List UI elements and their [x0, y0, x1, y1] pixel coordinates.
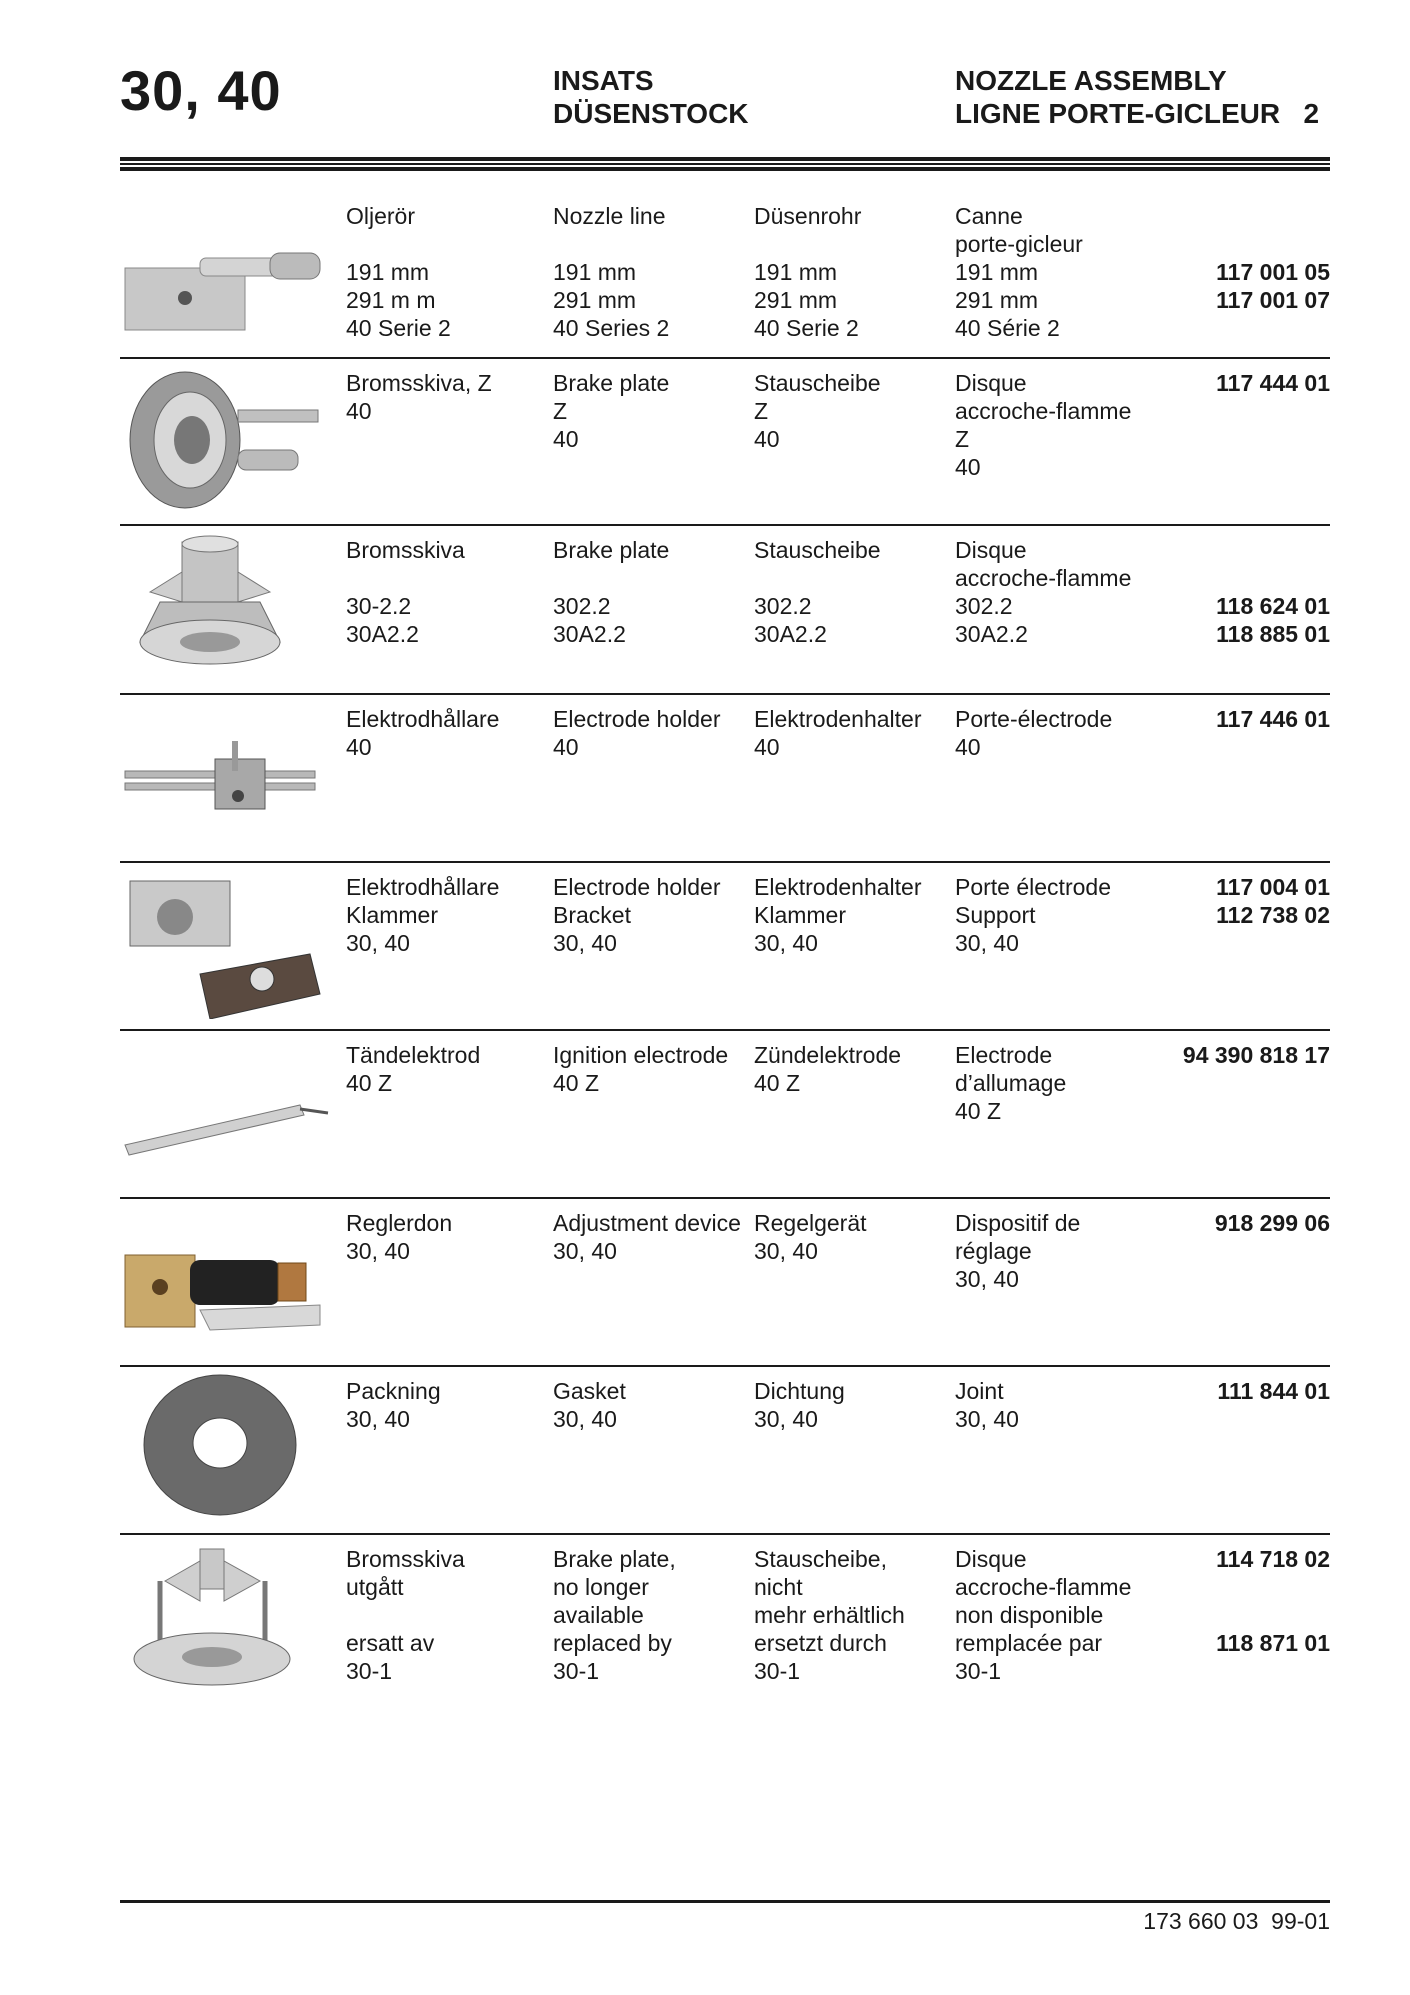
row-divider — [120, 1365, 1330, 1367]
part-row — [120, 1197, 1330, 1365]
part-row — [120, 190, 1330, 360]
electrode-holder-bracket-icon — [120, 869, 330, 1019]
part-number: 117 444 01 — [1216, 370, 1330, 396]
footer-rule — [120, 1900, 1330, 1903]
row-divider — [120, 1029, 1330, 1031]
title-block-en-fr — [955, 64, 1319, 130]
name-french: Dispositif de réglage 30, 40 — [955, 1210, 1081, 1292]
part-row — [120, 693, 1330, 861]
part-row — [120, 1029, 1330, 1197]
name-german: Düsenrohr 191 mm 291 mm 40 Serie 2 — [754, 203, 862, 341]
part-number: 918 299 06 — [1214, 1210, 1330, 1236]
name-german: Elektrodenhalter Klammer 30, 40 — [754, 874, 922, 956]
name-french: Disque accroche-flamme Z 40 — [955, 370, 1132, 480]
row-divider — [120, 861, 1330, 863]
part-number: 118 624 01 118 885 01 — [1216, 593, 1330, 647]
ignition-electrode-icon — [120, 1037, 330, 1187]
name-swedish: Bromsskiva 30-2.2 30A2.2 — [346, 537, 465, 647]
title-fr: LIGNE PORTE-GICLEUR 2 — [955, 98, 1320, 129]
name-english: Gasket 30, 40 — [553, 1378, 626, 1432]
name-swedish: Oljerör 191 mm 291 m m 40 Serie 2 — [346, 203, 451, 341]
name-english: Electrode holder 40 — [553, 706, 721, 760]
name-swedish: Elektrodhållare Klammer 30, 40 — [346, 874, 500, 956]
name-english: Brake plate 302.2 30A2.2 — [553, 537, 670, 647]
brake-plate-icon — [120, 365, 330, 515]
gasket-icon — [120, 1373, 330, 1523]
name-swedish: Bromsskiva utgått ersatt av 30-1 — [346, 1546, 465, 1684]
name-english: Adjustment device 30, 40 — [553, 1210, 741, 1264]
document-number: 173 660 03 99-01 — [1143, 1908, 1330, 1934]
name-english: Brake plate Z 40 — [553, 370, 670, 452]
name-swedish: Bromsskiva, Z 40 — [346, 370, 492, 424]
name-german: Stauscheibe, nicht mehr erhältlich ersetzt durch 30-1 — [754, 1546, 905, 1684]
name-english: Ignition electrode 40 Z — [553, 1042, 729, 1096]
name-swedish: Tändelektrod 40 Z — [346, 1042, 481, 1096]
oil-pipe-icon — [120, 198, 330, 348]
name-french: Porte-électrode 40 — [955, 706, 1113, 760]
model-number: 30, 40 — [120, 59, 282, 122]
name-german: Stauscheibe Z 40 — [754, 370, 881, 452]
part-number: 117 001 05 117 001 07 — [1216, 259, 1330, 313]
row-divider — [120, 357, 1330, 359]
part-number: 114 718 02 118 871 01 — [1216, 1546, 1330, 1656]
part-row — [120, 1533, 1330, 1733]
adjustment-device-icon — [120, 1205, 330, 1355]
name-swedish: Elektrodhållare 40 — [346, 706, 500, 760]
name-french: Porte électrode Support 30, 40 — [955, 874, 1111, 956]
row-divider — [120, 1533, 1330, 1535]
name-german: Zündelektrode 40 Z — [754, 1042, 902, 1096]
part-row — [120, 357, 1330, 525]
title-sv: INSATS — [553, 65, 654, 96]
brake-plate-cone-icon — [120, 532, 330, 682]
electrode-holder-icon — [120, 701, 330, 851]
name-english: Nozzle line 191 mm 291 mm 40 Series 2 — [553, 203, 670, 341]
brake-plate-old-icon — [120, 1541, 330, 1691]
row-divider — [120, 693, 1330, 695]
name-german: Elektrodenhalter 40 — [754, 706, 922, 760]
name-german: Stauscheibe 302.2 30A2.2 — [754, 537, 881, 647]
name-german: Regelgerät 30, 40 — [754, 1210, 867, 1264]
row-divider — [120, 524, 1330, 526]
name-french: Electrode d’allumage 40 Z — [955, 1042, 1067, 1124]
part-number: 117 004 01 112 738 02 — [1216, 874, 1330, 928]
name-english: Brake plate, no longer available replaced by 30-1 — [553, 1546, 676, 1684]
name-french: Disque accroche-flamme non disponible remplacée par 30-1 — [955, 1546, 1132, 1684]
part-number: 94 390 818 17 — [1182, 1042, 1330, 1068]
title-block-sv-de — [553, 64, 749, 130]
name-german: Dichtung 30, 40 — [754, 1378, 845, 1432]
part-row — [120, 524, 1330, 694]
title-en: NOZZLE ASSEMBLY — [955, 65, 1227, 96]
name-french: Joint 30, 40 — [955, 1378, 1019, 1432]
part-number: 111 844 01 — [1217, 1378, 1330, 1404]
header-rules — [120, 157, 1330, 173]
row-divider — [120, 1197, 1330, 1199]
name-english: Electrode holder Bracket 30, 40 — [553, 874, 721, 956]
name-french: Canne porte-gicleur 191 mm 291 mm 40 Série 2 — [955, 203, 1083, 341]
part-row — [120, 861, 1330, 1029]
name-swedish: Packning 30, 40 — [346, 1378, 441, 1432]
title-de: DÜSENSTOCK — [553, 98, 749, 129]
part-row — [120, 1365, 1330, 1533]
name-french: Disque accroche-flamme 302.2 30A2.2 — [955, 537, 1132, 647]
part-number: 117 446 01 — [1216, 706, 1330, 732]
name-swedish: Reglerdon 30, 40 — [346, 1210, 453, 1264]
